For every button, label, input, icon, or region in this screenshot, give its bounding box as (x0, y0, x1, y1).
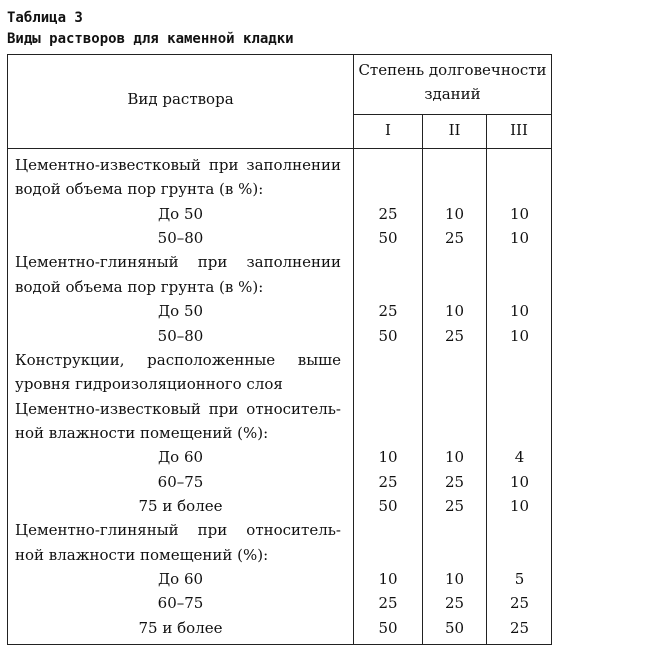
cell-degree-ii: 50 (444, 618, 465, 637)
cell-degree-iii: 10 (509, 302, 530, 321)
cell-degree-i: 50 (378, 229, 398, 248)
row-label: Конструкции, расположенные выше (15, 350, 341, 369)
cell-degree-iii: 10 (509, 496, 530, 515)
row-label: Цементно-известковый при относитель- (15, 399, 341, 418)
row-label: 60–75 (157, 594, 204, 613)
cell-degree-ii: 10 (444, 570, 465, 588)
table-title: Виды растворов для каменной кладки (7, 31, 294, 47)
row-label: водой объема пор грунта (в %): (15, 180, 264, 199)
header-degree-1: I (385, 121, 391, 139)
table-row (8, 470, 553, 494)
table-number: Таблица 3 (7, 10, 83, 26)
header-durability-line1: Степень долговечности (358, 61, 547, 79)
header-bottom-border (8, 148, 551, 149)
table-row (8, 275, 553, 299)
cell-degree-iii: 10 (509, 472, 530, 491)
table-row (8, 567, 553, 591)
cell-degree-iii: 10 (509, 204, 530, 223)
table-row (8, 177, 553, 201)
cell-degree-iii: 4 (514, 448, 525, 467)
cell-degree-ii: 10 (444, 448, 465, 467)
row-label: уровня гидроизоляционного слоя (15, 375, 283, 394)
cell-degree-ii: 25 (444, 326, 465, 345)
table-row (8, 494, 553, 518)
row-label: ной влажности помещений (%): (15, 423, 269, 442)
cell-degree-i: 25 (378, 472, 398, 491)
table-row (8, 299, 553, 323)
cell-degree-iii: 25 (509, 618, 530, 637)
table-row (8, 324, 553, 348)
cell-degree-ii: 25 (444, 594, 465, 613)
cell-degree-ii: 10 (444, 302, 465, 321)
cell-degree-i: 50 (378, 326, 398, 345)
cell-degree-i: 10 (378, 448, 398, 467)
table-row (8, 372, 553, 396)
table-row (8, 591, 553, 615)
cell-degree-iii: 5 (514, 570, 525, 588)
row-label: До 60 (157, 570, 204, 588)
table-row (8, 397, 553, 421)
row-label: 50–80 (157, 229, 204, 248)
row-label: До 60 (157, 448, 204, 467)
cell-degree-i: 25 (378, 594, 398, 613)
cell-degree-iii: 10 (509, 326, 530, 345)
row-label: 60–75 (157, 472, 204, 491)
table-row (8, 543, 553, 567)
table-row (8, 518, 553, 542)
header-divider (353, 114, 551, 115)
cell-degree-iii: 25 (509, 594, 530, 613)
table-row (8, 202, 553, 226)
cell-degree-ii: 25 (444, 496, 465, 515)
table-row (8, 250, 553, 274)
header-type-column: Вид раствора (127, 90, 234, 108)
cell-degree-i: 50 (378, 618, 398, 637)
cell-degree-i: 25 (378, 204, 398, 223)
row-label: До 50 (157, 302, 204, 321)
header-degree-3: III (510, 121, 528, 139)
row-label: Цементно-глиняный при заполнении (15, 253, 341, 272)
row-label: Цементно-известковый при заполнении (15, 156, 341, 174)
table-row (8, 445, 553, 469)
row-label: ной влажности помещений (%): (15, 545, 269, 564)
cell-degree-iii: 10 (509, 229, 530, 248)
header-durability-line2: зданий (424, 85, 481, 103)
table-row (8, 226, 553, 250)
row-label: До 50 (157, 204, 204, 223)
cell-degree-ii: 10 (444, 204, 465, 223)
header-degree-2: II (448, 121, 461, 139)
cell-degree-i: 25 (378, 302, 398, 321)
row-label: водой объема пор грунта (в %): (15, 277, 264, 296)
cell-degree-i: 50 (378, 496, 398, 515)
table-row (8, 616, 553, 640)
mortar-table (7, 54, 552, 645)
cell-degree-ii: 25 (444, 229, 465, 248)
row-label: 75 и более (138, 618, 223, 637)
cell-degree-i: 10 (378, 570, 398, 588)
row-label: 50–80 (157, 326, 204, 345)
cell-degree-ii: 25 (444, 472, 465, 491)
row-label: Цементно-глиняный при относитель- (15, 521, 341, 540)
table-row (8, 421, 553, 445)
table-row (8, 153, 553, 177)
row-label: 75 и более (138, 496, 223, 515)
table-row (8, 348, 553, 372)
